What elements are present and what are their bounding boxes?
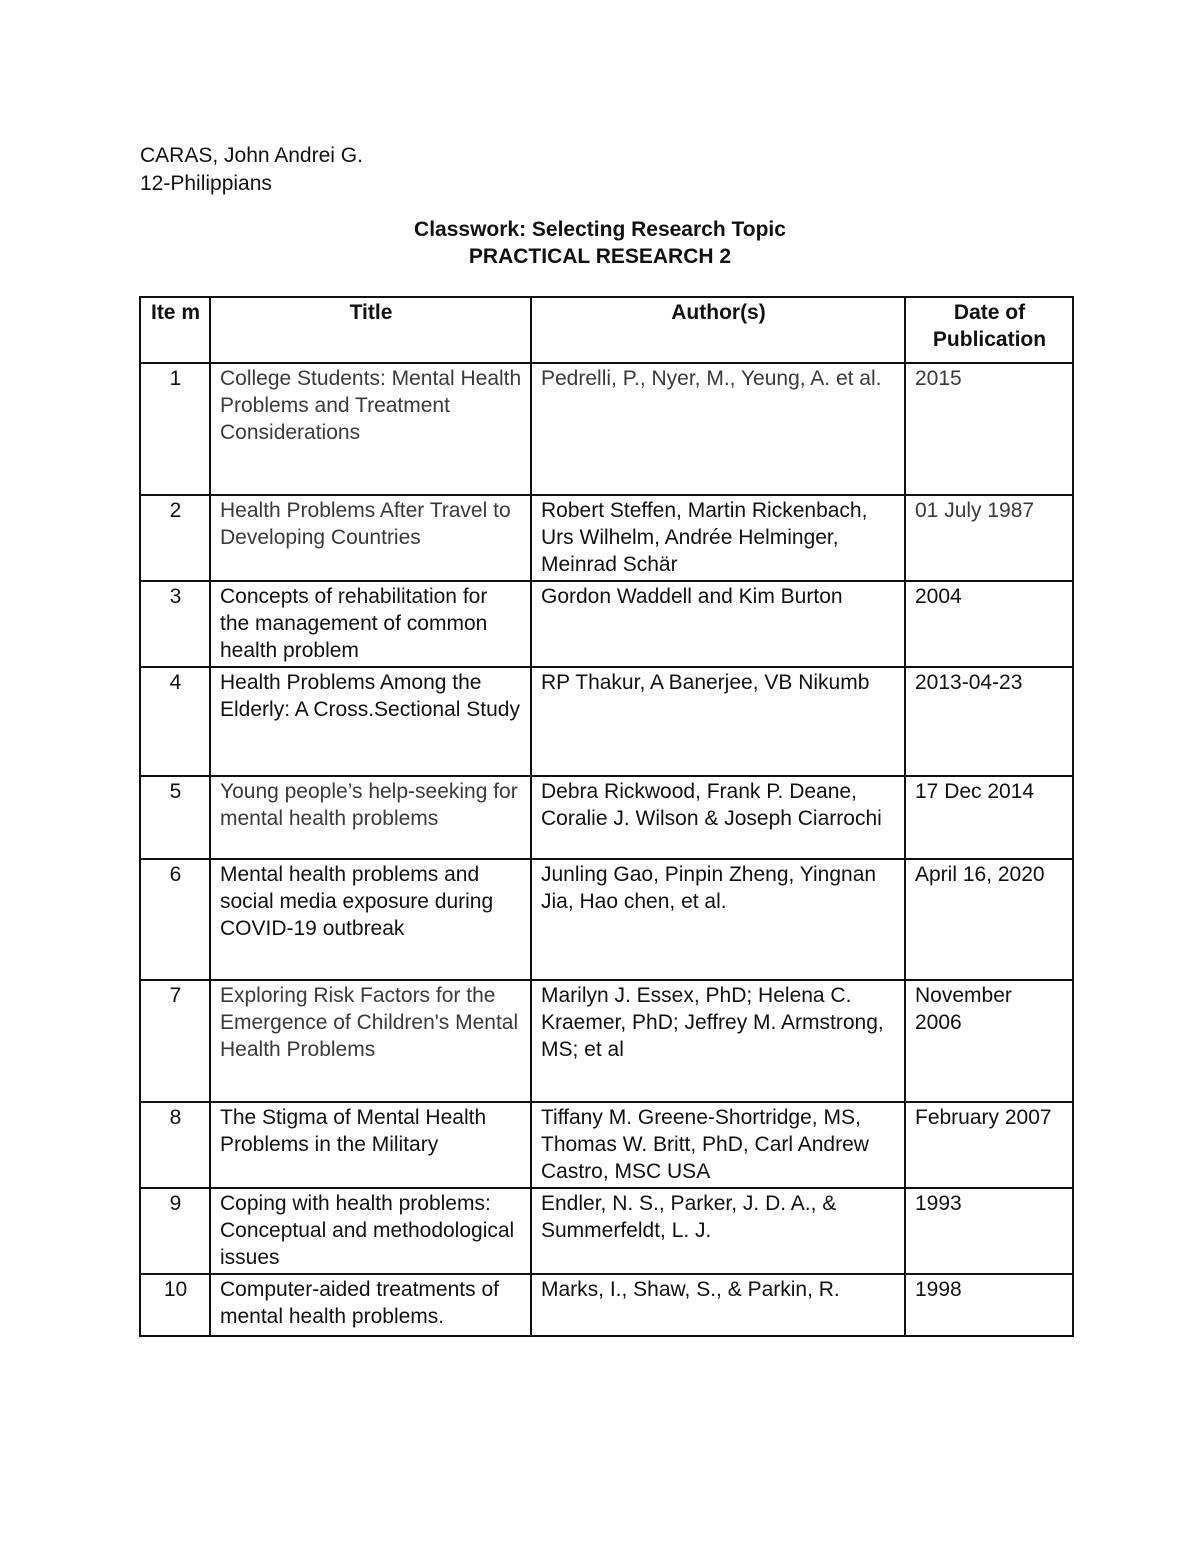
topic-authors: Marks, I., Shaw, S., & Parkin, R. <box>531 1274 905 1336</box>
table-row <box>140 581 1073 667</box>
topic-authors: Robert Steffen, Martin Rickenbach, Urs Wilhelm, Andrée Helminger, Meinrad Schär <box>531 495 905 581</box>
topic-title: Concepts of rehabilitation for the management of common health problem <box>210 581 531 667</box>
column-header-authors: Author(s) <box>531 297 905 363</box>
column-header-title: Title <box>210 297 531 363</box>
publication-date: April 16, 2020 <box>905 859 1073 980</box>
table-row <box>140 776 1073 859</box>
publication-date: November 2006 <box>905 980 1073 1102</box>
publication-date: 1993 <box>905 1188 1073 1274</box>
item-number: 2 <box>140 495 210 581</box>
title-line-2: PRACTICAL RESEARCH 2 <box>468 245 732 268</box>
publication-date: 17 Dec 2014 <box>905 776 1073 859</box>
table-row <box>140 859 1073 980</box>
topic-title: Coping with health problems: Conceptual and methodological issues <box>210 1188 531 1274</box>
table-row <box>140 667 1073 776</box>
item-number: 6 <box>140 859 210 980</box>
item-number: 4 <box>140 667 210 776</box>
topic-title: Young people’s help-seeking for mental health problems <box>210 776 531 859</box>
topic-authors: Debra Rickwood, Frank P. Deane, Coralie J. Wilson & Joseph Ciarrochi <box>531 776 905 859</box>
topic-authors: Junling Gao, Pinpin Zheng, Yingnan Jia, Hao chen, et al. <box>531 859 905 980</box>
topic-title: Exploring Risk Factors for the Emergence of Children's Mental Health Problems <box>210 980 531 1102</box>
column-header-date: Date of Publication <box>905 297 1073 363</box>
topic-title: Health Problems After Travel to Developing Countries <box>210 495 531 581</box>
publication-date: February 2007 <box>905 1102 1073 1188</box>
title-line-1: Classwork: Selecting Research Topic <box>414 218 786 241</box>
publication-date: 1998 <box>905 1274 1073 1336</box>
publication-date: 2004 <box>905 581 1073 667</box>
research-topics-table <box>139 296 1074 1337</box>
publication-date: 2015 <box>905 363 1073 495</box>
topic-title: Computer-aided treatments of mental health problems. <box>210 1274 531 1336</box>
item-number: 9 <box>140 1188 210 1274</box>
topic-authors: Endler, N. S., Parker, J. D. A., & Summerfeldt, L. J. <box>531 1188 905 1274</box>
document-title <box>0 216 1200 270</box>
topic-title: College Students: Mental Health Problems and Treatment Considerations <box>210 363 531 495</box>
publication-date: 2013-04-23 <box>905 667 1073 776</box>
table-row <box>140 1274 1073 1336</box>
topic-authors: Gordon Waddell and Kim Burton <box>531 581 905 667</box>
item-number: 3 <box>140 581 210 667</box>
table-row <box>140 1188 1073 1274</box>
topic-authors: Pedrelli, P., Nyer, M., Yeung, A. et al. <box>531 363 905 495</box>
topic-title: Mental health problems and social media exposure during COVID-19 outbreak <box>210 859 531 980</box>
column-header-item: Ite m <box>140 297 210 363</box>
table-row <box>140 363 1073 495</box>
topic-authors: Marilyn J. Essex, PhD; Helena C. Kraemer, PhD; Jeffrey M. Armstrong, MS; et al <box>531 980 905 1102</box>
item-number: 7 <box>140 980 210 1102</box>
table-header-row <box>140 297 1073 363</box>
topic-authors: RP Thakur, A Banerjee, VB Nikumb <box>531 667 905 776</box>
item-number: 5 <box>140 776 210 859</box>
topic-title: The Stigma of Mental Health Problems in the Military <box>210 1102 531 1188</box>
topic-authors: Tiffany M. Greene-Shortridge, MS, Thomas W. Britt, PhD, Carl Andrew Castro, MSC USA <box>531 1102 905 1188</box>
student-section: 12-Philippians <box>140 172 272 195</box>
student-info <box>140 142 363 198</box>
table-row <box>140 1102 1073 1188</box>
table-row <box>140 980 1073 1102</box>
item-number: 1 <box>140 363 210 495</box>
topic-title: Health Problems Among the Elderly: A Cross.Sectional Study <box>210 667 531 776</box>
publication-date: 01 July 1987 <box>905 495 1073 581</box>
student-name: CARAS, John Andrei G. <box>140 144 363 167</box>
item-number: 10 <box>140 1274 210 1336</box>
table-row <box>140 495 1073 581</box>
item-number: 8 <box>140 1102 210 1188</box>
